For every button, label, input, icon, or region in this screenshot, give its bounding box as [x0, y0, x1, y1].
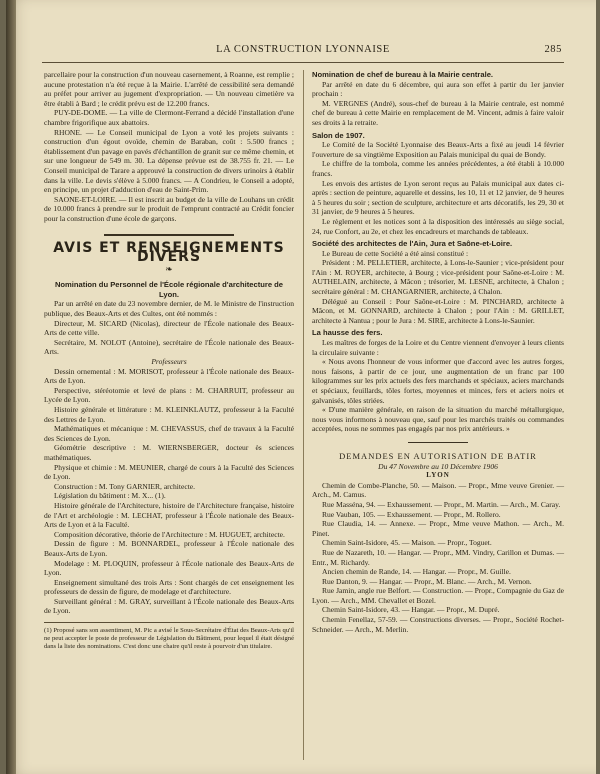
ornamental-rule — [104, 232, 234, 238]
fers-paragraph: « D'une manière générale, en raison de la situation du marché métallurgique, nous vous informons à nouveau que, sauf pour les marchés traités ou commandes acceptées, nous ne sommes pas engagés par nos prix antérieurs. » — [312, 405, 564, 434]
professor-line: Dessin de figure : M. BONNARDEL, professeur à l'École nationale des Beaux-Arts de Lyon. — [44, 539, 294, 558]
footnote: (1) Proposé sans son assentiment, M. Pic a avisé le Sous-Secrétaire d'État des Beaux-Arts qu'il ne peut accepter le poste de professeur de Législation du Bâtiment, pour lequel il était désigné dans la liste des nominations. C'est donc une chaire qu'il reste à pourvoir d'un titulaire. — [44, 622, 294, 651]
salon-paragraph: Les envois des artistes de Lyon seront reçus au Palais municipal aux dates ci-après : section de peinture, aquarelle et dessins, les 10, 11 et 12 janvier, de 9 heures à 5 heures du soir ; section de sculpture, architecture et arts décoratifs, les 29, 30 et 31 janvier, de 9 heures à 5 heures. — [312, 178, 564, 217]
nomination-intro: Par un arrêté en date du 23 novembre dernier, de M. le Ministre de l'instruction publique, des Beaux-Arts et des Cultes, ont été nommés : — [44, 299, 294, 319]
permit-entry: Rue de Nazareth, 10. — Hangar. — Propr., MM. Vindry, Carillon et Dumas. — Entr., M. Richardy. — [312, 547, 564, 567]
fers-heading: La hausse des fers. — [312, 328, 383, 338]
societe-paragraph: Président : M. PELLETIER, architecte, à Lons-le-Saunier ; vice-président pour l'Ain : M. ROYER, architecte, à Bourg ; vice-président pour Saône-et-Loire : M. AUTHELAIN, architecte, à Mâcon ; trésorier, M. LESNE, architecte, à Chalon ; secrétaire général : M. CHANGARNIER, architecte, à Chalon. — [312, 258, 564, 297]
permit-entry: Rue Claudia, 14. — Annexe. — Propr., Mme veuve Mathon. — Arch., M. Pinet. — [312, 519, 564, 538]
saone-et-loire-paragraph: SAONE-ET-LOIRE. — Il est inscrit au budget de la ville de Louhans un crédit de 10.000 francs à prendre sur le produit de l'emprunt contracté au Crédit foncier pour la construction d'une école de garçons. — [44, 194, 294, 223]
professor-line: Mathématiques et mécanique : M. CHEVASSUS, chef de travaux à la Faculté des Sciences de Lyon. — [44, 424, 294, 443]
salon-paragraph: Le Comité de la Société Lyonnaise des Beaux-Arts a fixé au jeudi 14 février l'ouverture de sa vingtième Exposition au Palais municipal du quai de Bondy. — [312, 140, 564, 159]
header-rule — [42, 62, 564, 63]
professeurs-subheading: Professeurs — [151, 357, 187, 367]
lyon-label: LYON — [426, 471, 450, 480]
demandes-dates: Du 47 Novembre au 10 Décembre 1906 — [378, 461, 498, 471]
permit-entry: Rue Masséna, 94. — Exhaussement. — Propr., M. Martin. — Arch., M. Caray. — [322, 499, 561, 509]
permit-entry: Rue Danton, 9. — Hangar. — Propr., M. Blanc. — Arch., M. Vernon. — [322, 576, 532, 586]
directeur-line: Directeur, M. SICARD (Nicolas), directeur de l'École nationale des Beaux-Arts de cette ville. — [44, 318, 294, 338]
professor-line: Modelage : M. PLOQUIN, professeur à l'École nationale des Beaux-Arts de Lyon. — [44, 558, 294, 578]
section-heading: AVIS ET RENSEIGNEMENTS DIVERS — [53, 239, 285, 266]
chef-bureau-heading: Nomination de chef de bureau à la Mairie centrale. — [312, 70, 494, 79]
professor-line: Physique et chimie : M. MEUNIER, chargé de cours à la Faculté des Sciences de Lyon. — [44, 462, 294, 482]
right-column — [312, 70, 564, 634]
professor-line: Histoire générale et littérature : M. KLEINKLAUTZ, professeur à la Faculté des Lettres de Lyon. — [44, 405, 294, 424]
professor-line: Dessin ornemental : M. MORISOT, professeur à l'École nationale des Beaux-Arts de Lyon. — [44, 366, 294, 386]
professor-line: Perspective, stéréotomie et levé de plans : M. CHARRUIT, professeur au Lycée de Lyon. — [44, 385, 294, 405]
salon-heading: Salon de 1907. — [312, 130, 365, 140]
left-column — [44, 70, 294, 651]
surveillant-line: Surveillant général : M. GRAY, surveillant à l'École nationale des Beaux-Arts de Lyon. — [44, 596, 294, 616]
professor-line: Enseignement simultané des trois Arts : Sont chargés de cet enseignement les professeurs de dessin de figure, de modelage et d'architecture. — [44, 577, 294, 597]
professor-line: Histoire générale de l'Architecture, histoire de l'Architecture française, histoire de l'Art et archéologie : M. LECHAT, professeur à l'École nationale des Beaux-Arts de Lyon et à la Faculté. — [44, 500, 294, 530]
chef-bureau-paragraph: M. VERGNES (André), sous-chef de bureau à la Mairie centrale, est nommé chef de bureau à cette Mairie en remplacement de M. Vincent, admis à faire valoir ses droits à la retraite. — [312, 98, 564, 127]
rhone-paragraph: RHONE. — Le Conseil municipal de Lyon a voté les projets suivants : construction d'un égout ovoïde, chemin de Baraban, coût : 5.500 francs ; établissement d'un pavage en pavés d'échantillon de granit sur ce même chemin, et sur une longueur de 549 m. 30. La dépense prévue est de 38.755 fr. 21. — Le Conseil municipal de Tarare a approuvé la construction de divers urinoirs à établir dans la ville. Le devis s'élève à 5.000 francs. — A Condrieu, le Conseil a adopté, en principe, un projet d'adduction d'eau de Saint-Prim. — [44, 127, 294, 195]
permit-entry: Chemin Fenellaz, 57-59. — Constructions diverses. — Propr., Société Rochet-Schneider. — Arch., M. Merlin. — [312, 615, 564, 634]
running-header — [38, 44, 568, 60]
roanne-paragraph: parcellaire pour la construction d'un nouveau casernement, à Roanne, est remplie ; aucune protestation n'a été reçue à la Mairie. L'arrêté de cessibilité sera demandé au préfet pour arriver au jugement d'expropriation. — Un nouveau cimetière va être établi à Bard ; le crédit prévu est de 12.200 francs. — [44, 70, 294, 108]
societe-paragraph: Le Bureau de cette Société a été ainsi constitué : — [322, 248, 469, 258]
fleuron-icon: ❧ — [165, 263, 173, 274]
nomination-heading: Nomination du Personnel de l'École régionale d'architecture de Lyon. — [54, 280, 284, 299]
secretaire-line: Secrétaire, M. NOLOT (Antoine), secrétaire de l'École nationale des Beaux-Arts. — [44, 337, 294, 357]
puy-de-dome-paragraph: PUY-DE-DOME. — La ville de Clermont-Ferrand a décidé l'installation d'une chambre frigorifique aux abattoirs. — [44, 108, 294, 127]
professor-line: Législation du bâtiment : M. X... (1). — [54, 491, 166, 501]
permit-entry: Chemin Saint-Isidore, 45. — Maison. — Propr., Toguet. — [322, 538, 492, 548]
permit-entry: Rue Jamin, angle rue Belfort. — Construction. — Propr., Compagnie du Gaz de Lyon. — Arch., MM. Chevallet et Bozel. — [312, 586, 564, 605]
demandes-heading: DEMANDES EN AUTORISATION DE BATIR — [339, 450, 537, 461]
fers-paragraph: Les maîtres de forges de la Loire et du Centre viennent d'envoyer à leurs clients la circulaire suivante : — [312, 338, 564, 357]
chef-bureau-paragraph: Par arrêté en date du 6 décembre, qui aura son effet à partir du 1er janvier prochain : — [312, 79, 564, 99]
permit-entry: Ancien chemin de Rande, 14. — Hangar. — Propr., M. Guille. — [322, 567, 511, 577]
societe-paragraph: Délégué au Conseil : Pour Saône-et-Loire : M. PINCHARD, architecte à Mâcon, et M. GONNARD, architecte à Chalon ; pour l'Ain : M. GRILLET, architecte à Nantua ; pour le Jura : M. SIRE, architecte à Lons-le-Saunier. — [312, 296, 564, 325]
book-spine-shadow — [6, 0, 16, 774]
short-rule — [408, 440, 468, 446]
fers-paragraph: « Nous avons l'honneur de vous informer que d'accord avec les autres forges, nous faisons, à partir de ce jour, une augmentation de un franc par 100 kilogrammes sur les prix actuels des fers marchands et spéciaux, aciers marchands et spéciaux, feuillards, tôles fortes, moyennes et minces, fers et aciers noirs et galvanisés, tôles striées. — [312, 357, 564, 405]
journal-page — [6, 0, 596, 774]
permit-entry: Chemin de Combe-Planche, 50. — Maison. — Propr., Mme veuve Grenier. — Arch., M. Camus. — [312, 480, 564, 500]
salon-paragraph: Le règlement et les notices sont à la disposition des intéressés au siège social, 24, rue Confort, au 2e, et chez les encadreurs et marchands de tableaux. — [312, 216, 564, 236]
professor-line: Composition décorative, théorie de l'Architecture : M. HUGUET, architecte. — [54, 529, 285, 539]
column-divider — [303, 70, 304, 760]
professor-line: Construction : M. Tony GARNIER, architecte. — [54, 481, 196, 491]
salon-paragraph: Le chiffre de la tombola, comme les années précédentes, a été établi à 10.000 francs. — [312, 159, 564, 178]
permit-entry: Rue Vauban, 105. — Exhaussement. — Propr., M. Rollero. — [322, 509, 501, 519]
societe-heading: Société des architectes de l'Ain, Jura et Saône-et-Loire. — [312, 239, 513, 249]
permit-entry: Chemin Saint-Isidore, 43. — Hangar. — Propr., M. Dupré. — [322, 605, 500, 615]
professor-line: Géométrie descriptive : M. WIERNSBERGER, docteur ès sciences mathématiques. — [44, 443, 294, 462]
journal-title: LA CONSTRUCTION LYONNAISE — [216, 44, 390, 55]
page-number: 285 — [544, 44, 562, 55]
